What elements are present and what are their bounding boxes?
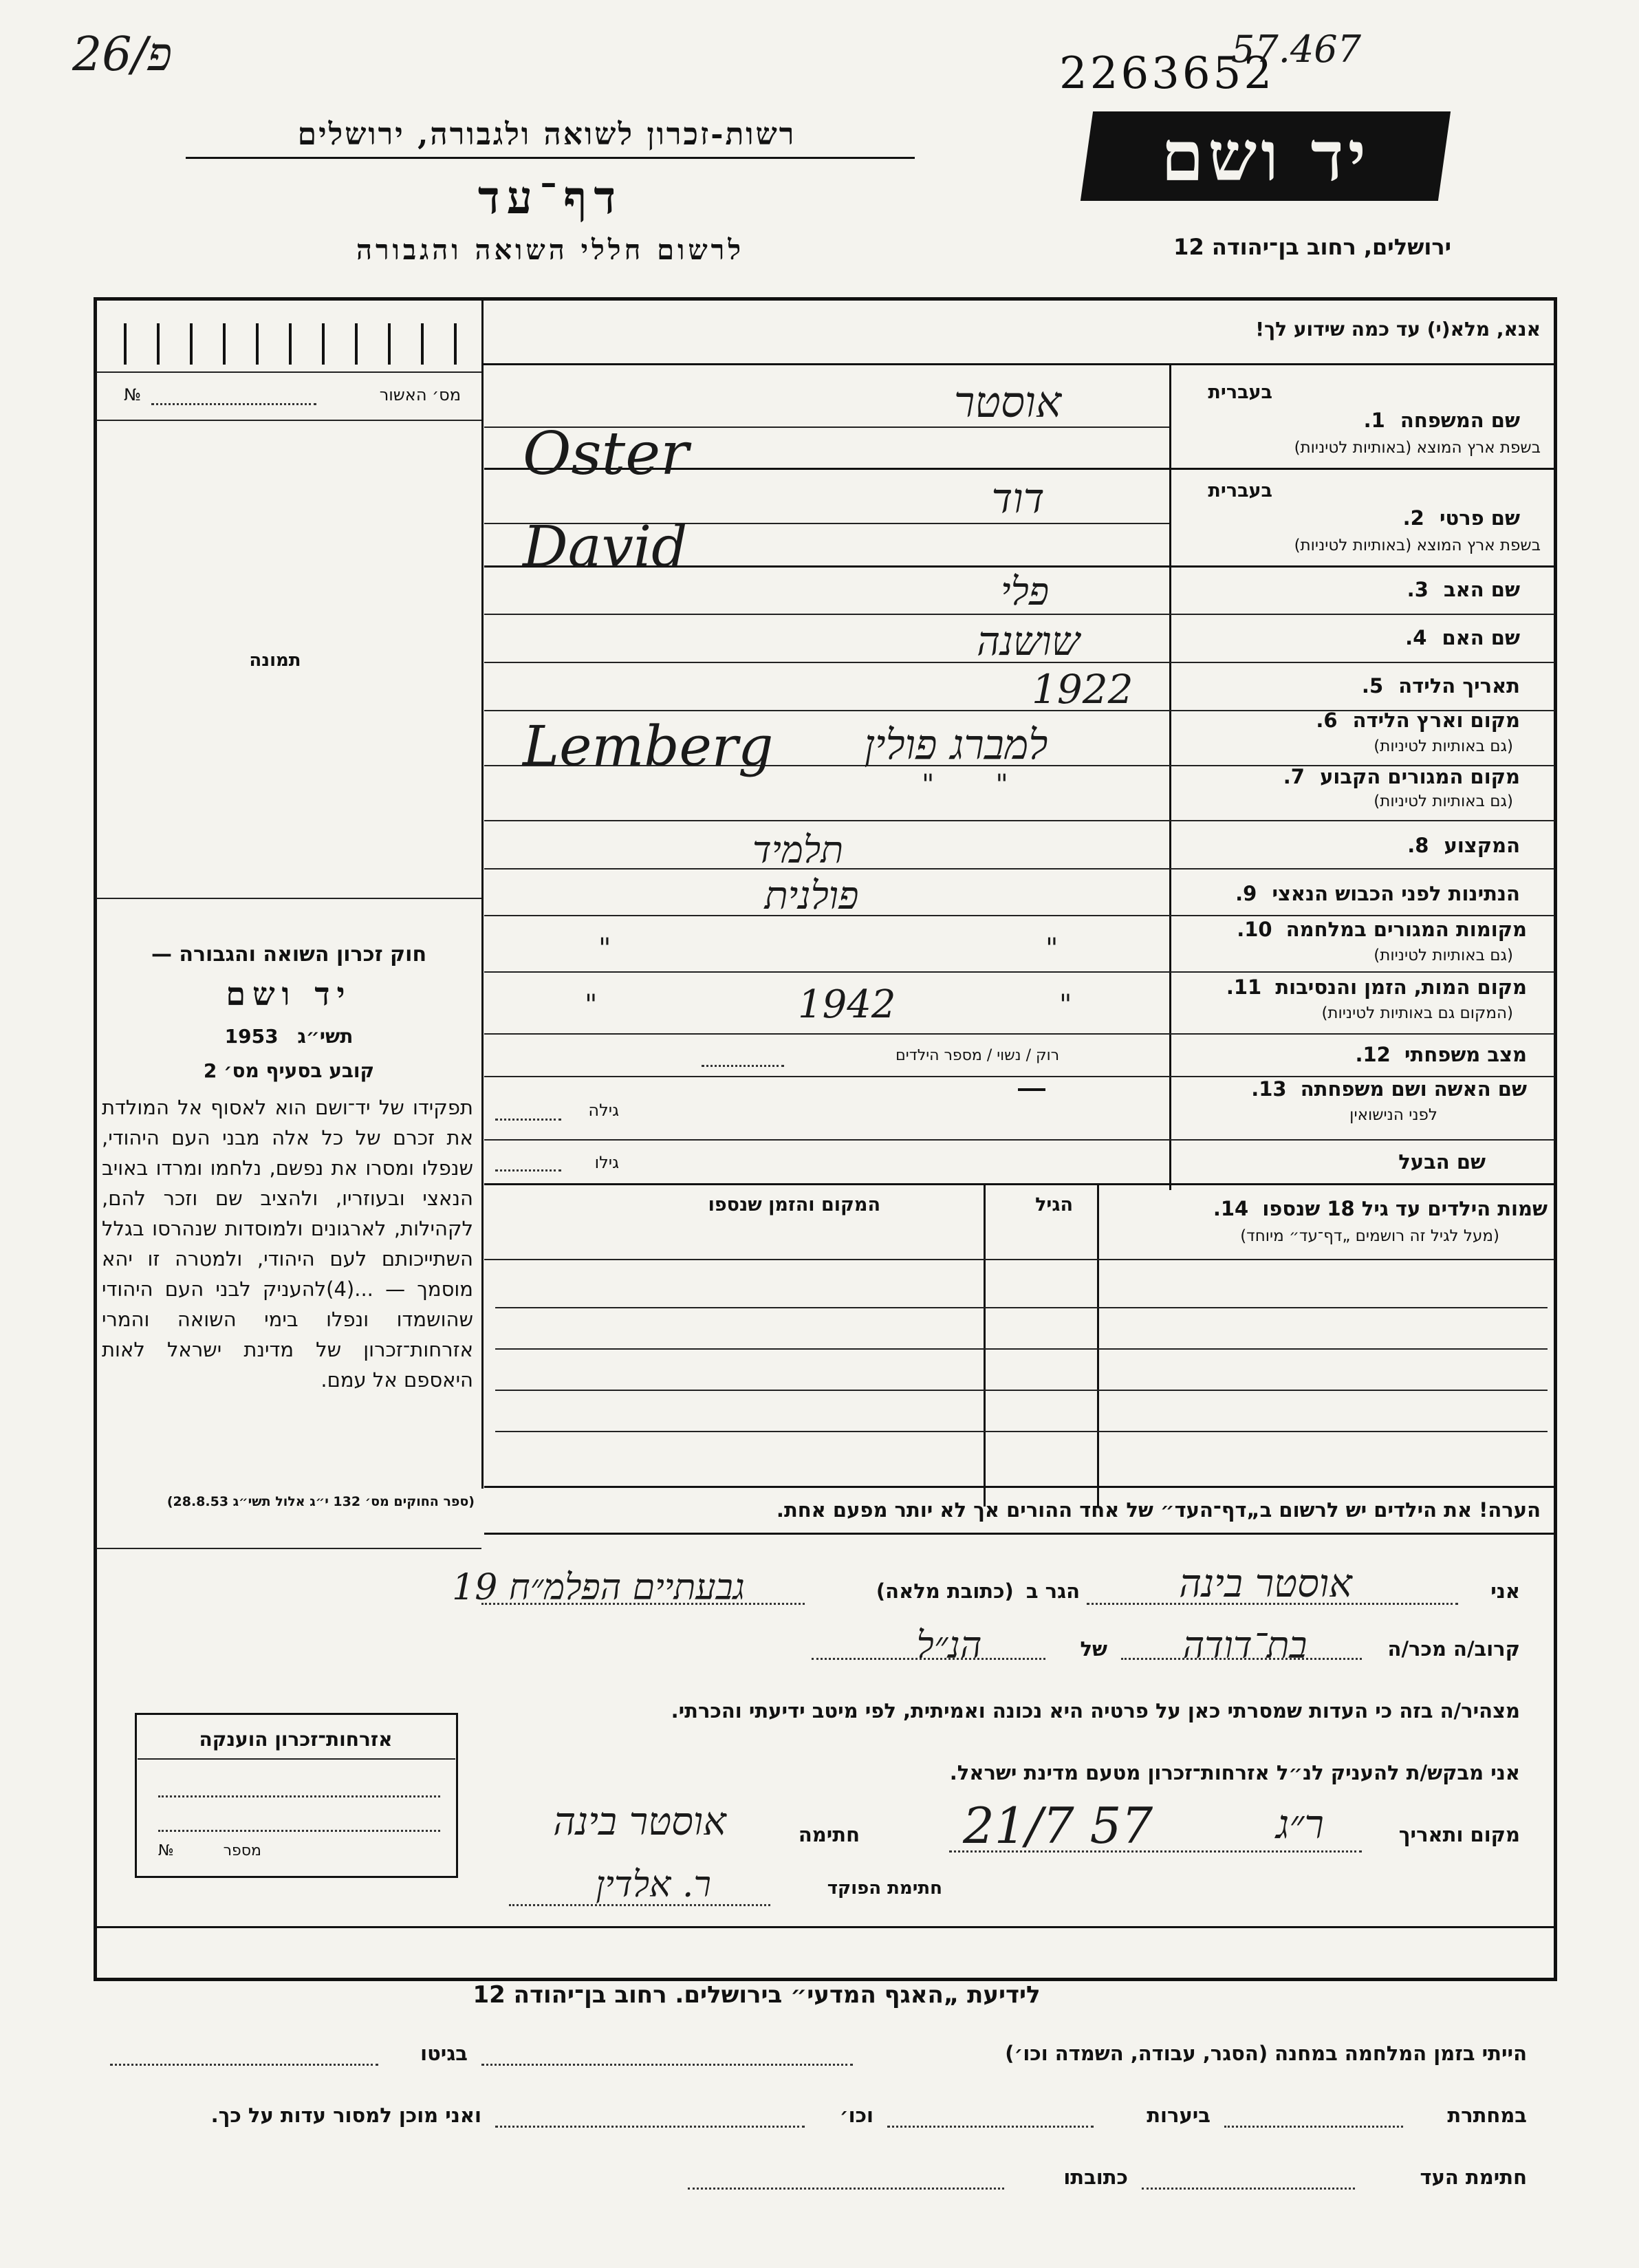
decl-place-date-line [949,1850,1362,1853]
children-header-bottom [484,1259,1554,1260]
footer-line1-b-dots [110,2064,378,2066]
citizenship-line-1 [158,1795,440,1797]
field-6-sub: (גם באותיות לטיניות) [1374,737,1513,755]
field-10-value-right[interactable]: " [1045,933,1059,964]
decl-declarant-line [1087,1603,1458,1605]
field-10-sub: (גם באותיות לטיניות) [1374,947,1513,964]
children-col-place: המקום והזמן שנספו [708,1194,880,1216]
decl-officer-line [509,1904,770,1906]
field-8-label [1183,834,1520,857]
approval-line [151,403,316,405]
field-11-value-left[interactable]: " [585,989,598,1021]
footer-line2-d: ואני מוכן למסור עדות על כך. [210,2104,481,2127]
field-7-label [1183,765,1520,788]
footer-line3-a-dots [1142,2188,1355,2190]
form-title: דף־עד [477,171,623,224]
decl-address-line [481,1603,805,1605]
field-5-label [1183,674,1520,698]
decl-officer-label: חתימת הפוקד [827,1878,942,1899]
decl-i-label: אני [1490,1579,1520,1603]
decl-place[interactable]: ר״ג [1276,1801,1324,1848]
law-name: יד ושם [226,975,352,1013]
field-4-value[interactable]: שושנה [977,618,1080,665]
field-9-label-text: הנתינות לפני הכבוש הנאצי [1272,882,1520,905]
field-3-label-text: שם האב [1443,578,1520,601]
approval-no: № [124,385,141,404]
law-year: 1953 [224,1025,279,1048]
children-col-divider-2 [984,1183,986,1506]
field-1-value-latin[interactable]: Oster [523,420,689,488]
footer-line2-c: וכו׳ [839,2104,873,2127]
org-underline [186,157,915,159]
children-num: 14. [1213,1197,1249,1220]
decl-of-value[interactable]: הנ״ל [916,1623,982,1667]
children-row-3 [495,1390,1548,1391]
field-11-value-mid[interactable]: 1942 [798,982,896,1027]
field-8-label-text: המקצוע [1444,834,1520,857]
field-11-num: 11. [1226,975,1262,999]
field-12-num: 12. [1355,1043,1391,1066]
approval-box-bottom [96,420,481,421]
field-2-label-text: שם פרטי [1439,506,1520,530]
note-row-bottom [484,1533,1554,1535]
law-clause: קובע בסעיף מס׳ 2 [203,1059,375,1082]
field-4-num: 4. [1405,626,1427,649]
children-title [1107,1197,1548,1220]
page-number: 2263652 [1059,48,1275,99]
form-subtitle: לרשום חללי השואה והגבורה [356,234,745,266]
field-13-age-line [495,1119,561,1121]
field-13-label [1183,1077,1527,1101]
yad-vashem-logo [1081,111,1451,201]
decl-officer-signature[interactable]: ר. אלדין [596,1864,711,1905]
field-4-label [1183,626,1520,649]
approval-tick-boxes [124,323,468,365]
field-1-label [1183,409,1520,432]
approval-row-bottom [96,371,481,373]
field-6-label [1183,709,1520,732]
field-8-value[interactable]: תלמיד [752,828,844,872]
field-2-num: 2. [1402,506,1424,530]
field-10-bottom [484,971,1554,973]
field-9-label [1183,882,1520,905]
field-11-sub: (המקום גם באותיות לטיניות) [1321,1004,1513,1022]
decl-relative-label: קרוב/ה מכר/ה [1387,1637,1520,1661]
citizenship-box-title: אזרחות־זכרון הוענקה [199,1728,393,1751]
field-5-value[interactable]: 1922 [1032,666,1133,713]
citizenship-line-2 [158,1830,440,1832]
decl-date[interactable]: 21/7 57 [963,1797,1153,1855]
decl-signature-label: חתימה [798,1823,860,1846]
footer-line3-a: חתימת העד [1420,2166,1527,2189]
instruction-text: אנא, מלא(י) עד כמה שידוע לך! [1255,318,1541,341]
footer-heading: לידיעת „האגף המדעי״ בירושלים. רחוב בן־יהודה 12 [473,1981,1041,2009]
decl-resides-label [791,1579,1080,1603]
field-5-label-text: תאריך הלידה [1398,674,1520,698]
field-6-label-text: מקום וארץ הלידה [1352,709,1520,732]
field-husband-label: שם הבעל [1398,1150,1486,1174]
field-10-label-text: מקומות המגורים במלחמה [1285,918,1527,941]
field-3-num: 3. [1407,578,1429,601]
field-husband-age-line [495,1169,561,1171]
children-row-2 [495,1348,1548,1350]
archive-ref: 26/פ [72,28,173,82]
field-7-bottom [484,820,1554,821]
field-11-value-right[interactable]: " [1059,989,1072,1021]
decl-relation-line [1121,1658,1362,1660]
law-box-bottom [96,1548,481,1549]
field-3-value[interactable]: פלי [1000,570,1050,614]
field-5-num: 5. [1361,674,1384,698]
field-12-options: רוק / נשוי / מספר הילדים [896,1047,1059,1064]
photo-box-bottom [96,898,481,899]
field-1-label-text: שם המשפחה [1400,409,1520,432]
field-1-value-hebrew[interactable]: אוסטר [953,377,1062,427]
note: הערה! את הילדים יש לרשום ב„דף־העד״ של אחד ההורים אך לא יותר מפעם אחת. [776,1498,1541,1522]
footer-line3-b: כתובתו [1063,2166,1128,2189]
field-13-num: 13. [1251,1077,1287,1101]
instruction-row-bottom [481,363,1554,365]
field-1-num: 1. [1363,409,1385,432]
field-6-num: 6. [1316,709,1338,732]
field-12-label-text: מצב משפחתי [1404,1043,1527,1066]
field-husband-age-label: גילו [594,1153,619,1172]
field-13-bottom [484,1139,1554,1141]
decl-place-date-label: מקום ותאריך [1398,1823,1520,1846]
field-10-value-left[interactable]: " [598,933,611,964]
field-3-label [1183,578,1520,601]
field-10-num: 10. [1237,918,1272,941]
field-6-value-hebrew[interactable]: למברג פולין [864,721,1048,769]
children-row-1 [495,1307,1548,1308]
footer-line2-b-dots [887,2126,1094,2128]
org-line: רשות-זכרון לשואה ולגבורה, ירושלים [297,117,796,152]
footer-line2-a-dots [1224,2126,1403,2128]
field-9-num: 9. [1235,882,1257,905]
field-4-label-text: שם האם [1442,626,1520,649]
decl-of-line [812,1658,1045,1660]
law-year-hebrew: תשי״ג [297,1025,354,1048]
field-12-line [702,1065,784,1067]
gazette-ref: (ספר החוקים מס׳ 132 י״ג אלול תשי״ג 28.8.53) [166,1494,475,1509]
field-7-num: 7. [1283,765,1305,788]
field-8-num: 8. [1407,834,1429,857]
citizenship-no-sign: № [158,1842,174,1859]
law-text: תפקידו של יד־ושם הוא לאסוף אל המולדת את זכרם של כל אלה מבני העם היהודי, שנפלו ומסרו את נפשם, נלחמו ומרדו באויב הנאצי ובעוזריו, ולהציב שם וזכר להם, לקהילות, לארגונים ולמוסדות שנהרסו בגלל השתייכותם לעם היהודי, ולמטרה זו יהא מוסמך — ...(4)להעניק לבני העם היהודי שהושמדו ונפלו בימי השואה והמרי אזרחות־זכרון של מדינת ישראל לאות היאספם אל עמם. [102,1096,473,1392]
field-7-sub: (גם באותיות לטיניות) [1374,792,1513,810]
footer-divider [96,1926,1554,1928]
footer-line2-a: במחתרת [1447,2104,1527,2127]
field-7-label-text: מקום המגורים הקבוע [1320,765,1520,788]
field-11-label-text: מקום המות, הזמן והנסיבות [1275,975,1527,999]
field-11-bottom [484,1033,1554,1035]
footer-line2-c-dots [495,2126,805,2128]
address: ירושלים, רחוב בן־יהודה 12 [1173,234,1451,260]
decl-of-label: של [1080,1637,1107,1661]
field-13-sub: לפני הנישואין [1349,1106,1437,1124]
field-7-value[interactable]: " " [922,769,1008,801]
citizenship-title-underline [138,1758,455,1760]
field-husband-bottom [484,1183,1554,1185]
field-2-value-hebrew[interactable]: דוד [991,475,1045,523]
decl-resides-label-text: הגר ב [1025,1579,1080,1603]
children-table-bottom [484,1486,1554,1488]
footer-line1-a: הייתי בזמן המלחמה במחנה (הסגר, עבודה, השמדה וכו׳) [1005,2042,1527,2065]
children-col-divider-1 [1097,1183,1099,1506]
field-12-dash-mark [1018,1088,1045,1091]
label-column-divider [1169,365,1171,1190]
field-9-value[interactable]: פולנית [764,874,859,918]
left-panel-divider [481,300,484,1489]
field-11-label [1183,975,1527,999]
decl-address[interactable]: גבעתיים הפלמ״ח 19 [452,1567,745,1608]
field-1-sub: בשפת ארץ המוצא (באותיות לטיניות) [1294,439,1541,457]
footer-line2-b: ביערות [1147,2104,1211,2127]
law-title: חוק זכרון השואה והגבורה — [151,942,427,966]
photo-label: תמונה [249,650,301,671]
handwritten-number: 57.467 [1231,28,1361,71]
decl-address-label: (כתובת מלאה) [876,1579,1014,1603]
children-title-text: שמות הילדים עד גיל 18 שנספו [1262,1197,1548,1220]
field-9-bottom [484,915,1554,916]
approval-label: מס׳ האשור [379,385,461,404]
decl-relation[interactable]: בת־דודה [1182,1623,1307,1667]
children-row-4 [495,1431,1548,1432]
footer-line3-b-dots [688,2188,1004,2190]
children-title-sub: (מעל לגיל זה רושמים „דף־עד״ מיוחד) [1240,1227,1499,1245]
decl-request: אני מבקש/ת להעניק לנ״ל אזרחות־זכרון מטעם מדינת ישראל. [949,1761,1520,1784]
field-13-age-label: גילה [588,1101,619,1120]
citizenship-no-label: מספר [223,1842,261,1859]
children-col-age: הגיל [1035,1194,1073,1216]
decl-statement: מצהיר/ה בזה כי העדות שמסרתי כאן על פרטיה היא נכונה ואמיתית, לפי מיטב ידיעתי והכרתי. [671,1699,1520,1722]
footer-line1-a-dots [481,2064,853,2066]
footer-line1-b: בגיטו [420,2042,468,2065]
logo-text: יד ושם [1161,116,1370,197]
field-8-bottom [484,868,1554,870]
field-13-label-text: שם האשה ושם משפחתה [1300,1077,1527,1101]
field-2-hebrew-tag: בעברית [1208,480,1272,501]
field-12-label [1183,1043,1527,1066]
field-6-value-latin[interactable]: Lemberg [523,714,774,778]
field-2-sub: בשפת ארץ המוצא (באותיות לטיניות) [1294,537,1541,554]
decl-declarant[interactable]: אוסטר בינה [1179,1562,1352,1606]
field-2-value-latin[interactable]: David [523,515,688,580]
field-1-hebrew-tag: בעברית [1208,382,1272,403]
decl-signature[interactable]: אוסטר בינה [553,1800,726,1844]
field-10-label [1183,918,1527,941]
law-year-line [103,1025,475,1048]
field-2-label [1183,506,1520,530]
